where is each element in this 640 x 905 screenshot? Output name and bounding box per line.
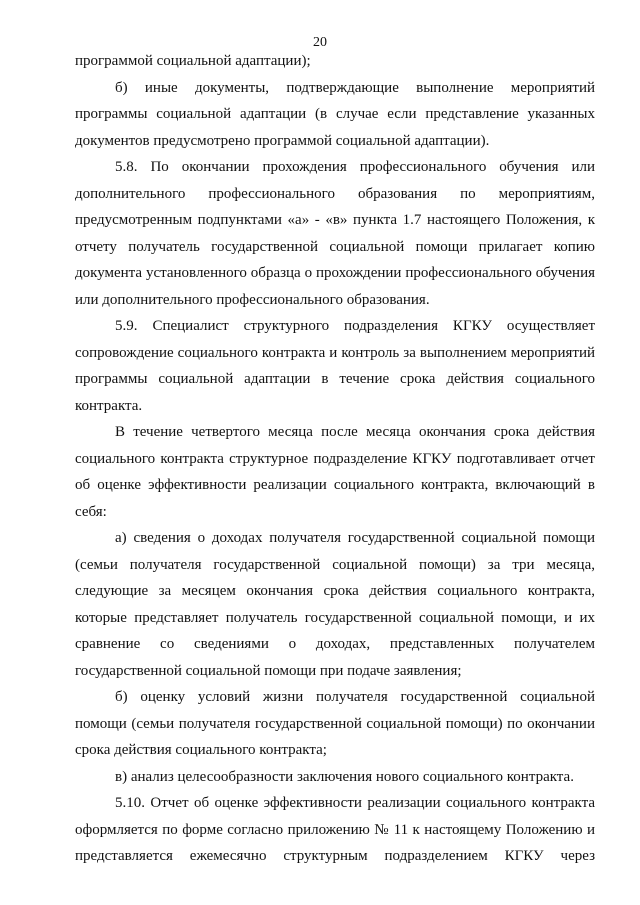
paragraph-item-c-analysis: в) анализ целесообразности заключения нового социального контракта. bbox=[115, 768, 574, 785]
page-number: 20 bbox=[313, 35, 327, 50]
paragraph-item-a-income: а) сведения о доходах получателя государственной социальной помощи (семьи получателя государственной социальной помощи) за три месяца, следующие за месяцем окончания срока действия социального контракта, которые представляет получатель государственной социальной помощи, и их сравнение со сведениями о доходах, представленных получателем государственной социальной помощи при подаче заявления; bbox=[75, 530, 595, 679]
paragraph-report-intro: В течение четвертого месяца после месяца окончания срока действия социального контракта структурное подразделение КГКУ подготавливает отчет об оценке эффективности реализации социального контракта, включающий в себя: bbox=[75, 424, 595, 520]
paragraph-item-b-documents: б) иные документы, подтверждающие выполнение мероприятий программы социальной адаптации (в случае если представление указанных документов предусмотрено программой социальной адаптации). bbox=[75, 79, 595, 149]
paragraph-continuation: программой социальной адаптации); bbox=[75, 53, 311, 69]
paragraph-5-10: 5.10. Отчет об оценке эффективности реализации социального контракта оформляется по форме согласно приложению № 11 к настоящему Положению и представляется ежемесячно структурным подразделением КГКУ через bbox=[75, 795, 595, 864]
document-body bbox=[75, 48, 595, 870]
paragraph-item-b-conditions: б) оценку условий жизни получателя государственной социальной помощи (семьи получателя государственной социальной помощи) по окончании срока действия социального контракта; bbox=[75, 689, 595, 758]
paragraph-5-8: 5.8. По окончании прохождения профессионального обучения или дополнительного профессионального образования по мероприятиям, предусмотренным подпунктами «а» - «в» пункта 1.7 настоящего Положения, к отчету получатель государственной социальной помощи прилагает копию документа установленного образца о прохождении профессионального обучения или дополнительного профессионального образования. bbox=[75, 159, 595, 308]
paragraph-5-9: 5.9. Специалист структурного подразделения КГКУ осуществляет сопровождение социального контракта и контроль за выполнением мероприятий программы социальной адаптации в течение срока действия социального контракта. bbox=[75, 318, 595, 414]
